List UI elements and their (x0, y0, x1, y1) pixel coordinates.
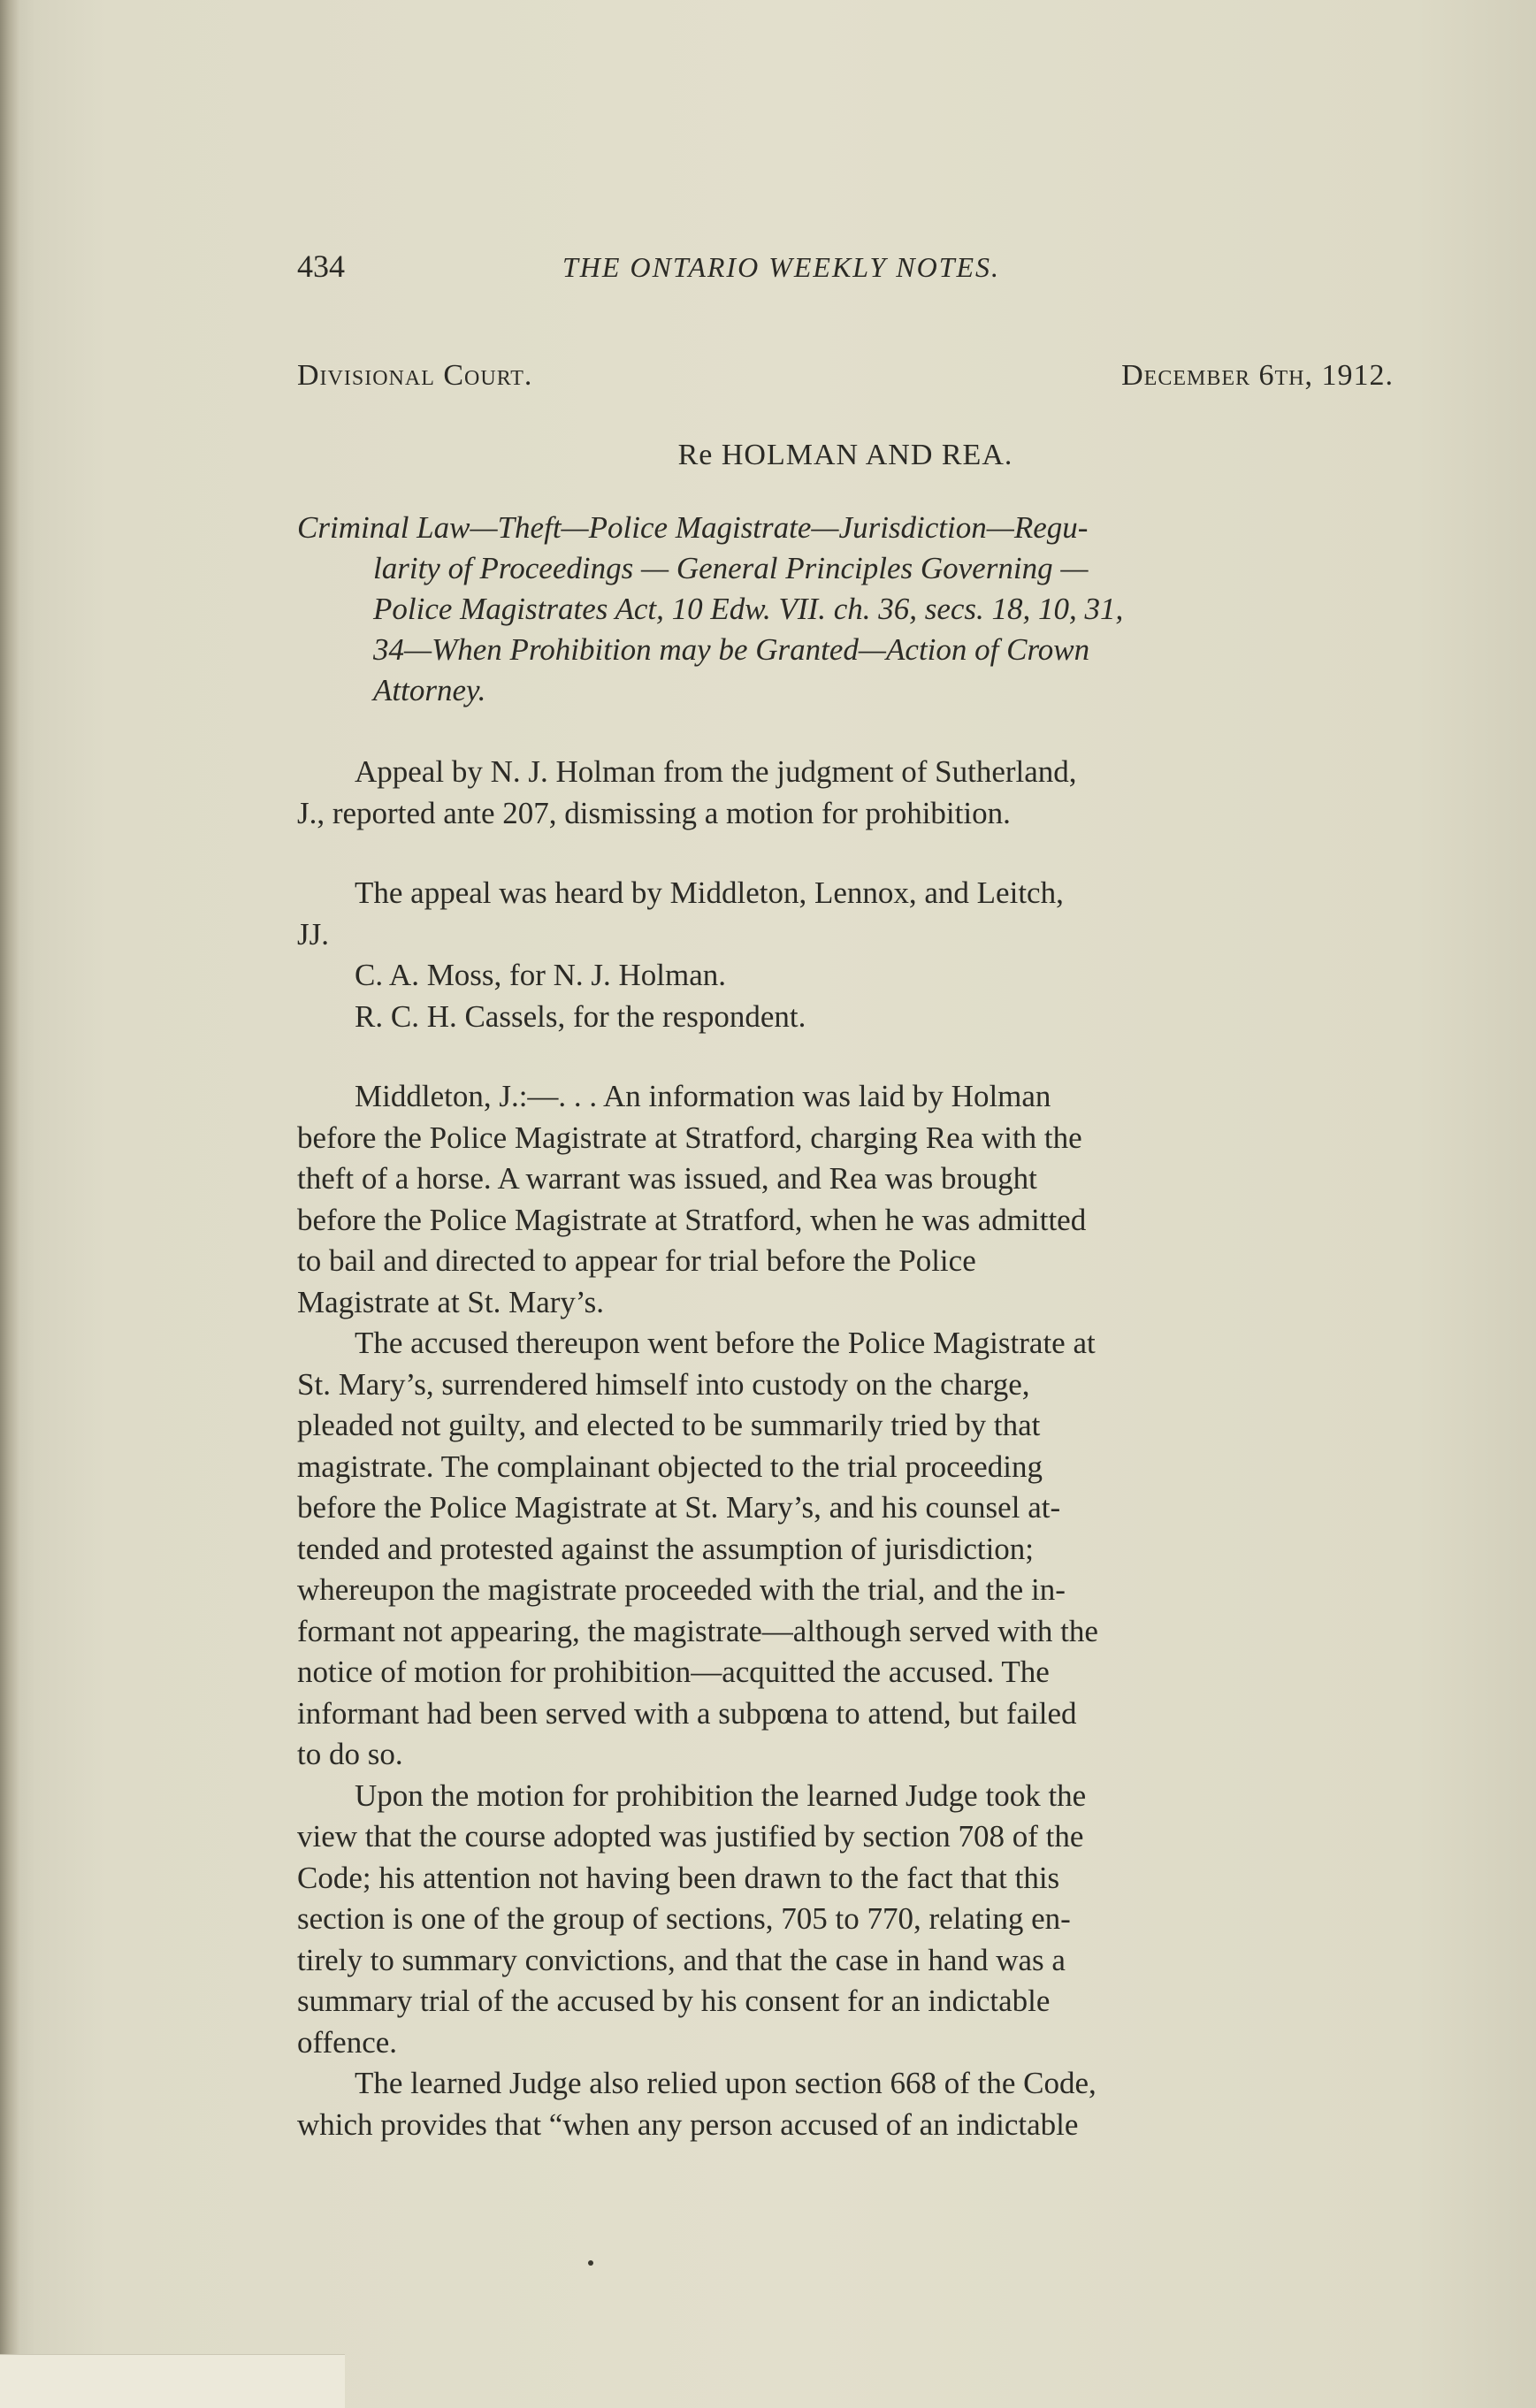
text-line: notice of motion for prohibition—acquitted the accused. The (297, 1655, 1050, 1689)
text-line: before the Police Magistrate at Stratford, charging Rea with the (297, 1120, 1082, 1155)
headnote-line: Criminal Law—Theft—Police Magistrate—Jurisdiction—Regu- (297, 510, 1089, 545)
text-line: The accused thereupon went before the Police Magistrate at (355, 1326, 1096, 1360)
text-line: before the Police Magistrate at Stratford, when he was admitted (297, 1202, 1087, 1237)
text-line: tended and protested against the assumption of jurisdiction; (297, 1531, 1035, 1566)
book-binding-edge (0, 0, 19, 2408)
text-line: The learned Judge also relied upon section 668 of the Code, (355, 2066, 1097, 2100)
appeal-paragraph (297, 752, 1394, 834)
text-line: pleaded not guilty, and elected to be summarily tried by that (297, 1408, 1041, 1442)
text-line: summary trial of the accused by his consent for an indictable (297, 1984, 1051, 2018)
text-line: formant not appearing, the magistrate—although served with the (297, 1613, 1098, 1648)
headnote-line: larity of Proceedings — General Principles Governing — (373, 551, 1089, 585)
judgment-paragraph-1 (297, 1076, 1394, 1323)
page-corner-tab (0, 2354, 345, 2408)
text-line: Appeal by N. J. Holman from the judgment of Sutherland, (355, 754, 1077, 789)
text-line: offence. (297, 2024, 398, 2060)
judgment-paragraph-3 (297, 1776, 1394, 2064)
court-name: Divisional Court. (297, 359, 533, 392)
text-line: informant had been served with a subpœna to attend, but failed (297, 1695, 1077, 1731)
heard-paragraph (297, 873, 1394, 1037)
judgment-paragraph-4 (297, 2063, 1394, 2145)
text-line: to do so. (297, 1737, 403, 1771)
text-line: Magistrate at St. Mary’s. (297, 1284, 605, 1319)
text-line: JJ. (297, 916, 329, 952)
text-line: whereupon the magistrate proceeded with the trial, and the in- (297, 1572, 1066, 1607)
text-line: Middleton, J.:—. . . An information was laid by Holman (355, 1079, 1051, 1113)
running-head: THE ONTARIO WEEKLY NOTES. (562, 251, 1001, 283)
text-line: which provides that “when any person accused of an indictable (297, 2106, 1079, 2142)
text-line: magistrate. The complainant objected to the trial proceeding (297, 1449, 1043, 1484)
page-number: 434 (297, 248, 345, 284)
text-line: section is one of the group of sections, 705 to 770, relating en- (297, 1901, 1071, 1936)
text-line: St. Mary’s, surrendered himself into custody on the charge, (297, 1366, 1030, 1402)
court-date-line (297, 359, 1394, 393)
ink-speck (588, 2260, 593, 2266)
text-line: to bail and directed to appear for trial before the Police (297, 1243, 976, 1278)
text-line: before the Police Magistrate at St. Mary’s, and his counsel at- (297, 1490, 1061, 1525)
case-title: Re HOLMAN AND REA. (677, 439, 1013, 471)
decision-date: December 6th, 1912. (1121, 359, 1394, 392)
text-line: The appeal was heard by Middleton, Lennox, and Leitch, (355, 875, 1064, 910)
text-line: Code; his attention not having been drawn to the fact that this (297, 1860, 1060, 1895)
page-text (297, 248, 1394, 2145)
page-header (297, 248, 1394, 301)
counsel-line: C. A. Moss, for N. J. Holman. (355, 958, 727, 992)
judgment-paragraph-2 (297, 1323, 1394, 1776)
counsel-line: R. C. H. Cassels, for the respondent. (355, 998, 806, 1034)
text-line: Upon the motion for prohibition the learned Judge took the (355, 1777, 1087, 1813)
text-line: theft of a horse. A warrant was issued, and Rea was brought (297, 1161, 1037, 1196)
text-line: J., reported ante 207, dismissing a motion for prohibition. (297, 795, 1011, 830)
headnote-line: Attorney. (373, 673, 486, 707)
headnote (297, 508, 1394, 711)
headnote-line: 34—When Prohibition may be Granted—Action of Crown (373, 632, 1090, 667)
text-line: view that the course adopted was justified by section 708 of the (297, 1819, 1084, 1854)
text-line: tirely to summary convictions, and that the case in hand was a (297, 1942, 1066, 1977)
headnote-line: Police Magistrates Act, 10 Edw. VII. ch. 36, secs. 18, 10, 31, (373, 592, 1124, 626)
